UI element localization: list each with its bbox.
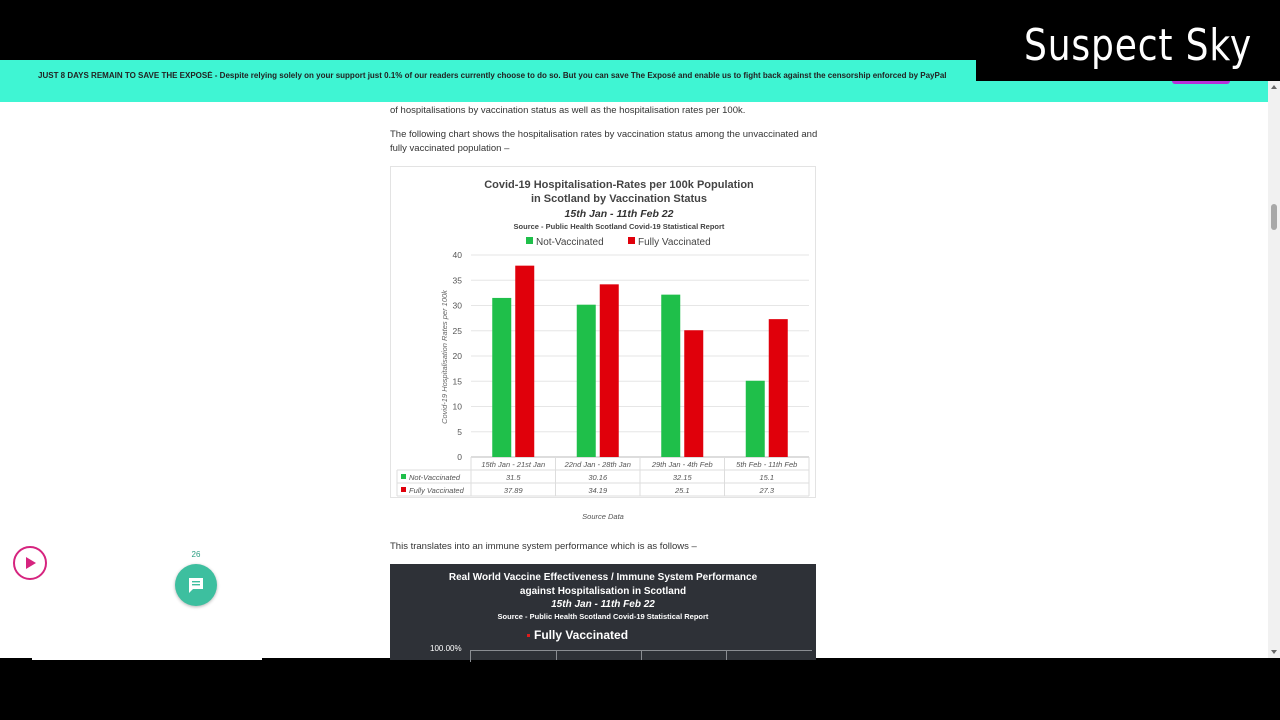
table-value: 27.3 — [759, 486, 775, 495]
bar-fully-vaccinated — [769, 319, 788, 457]
effectiveness-gridline — [641, 650, 642, 660]
scroll-down-arrow-icon[interactable] — [1271, 650, 1277, 654]
paragraph-chart-intro: The following chart shows the hospitalisation rates by vaccination status among the unvaccinated and fully vaccinated population – — [390, 129, 818, 154]
table-value: 31.5 — [505, 473, 521, 482]
effectiveness-gridline — [726, 650, 727, 660]
chart-caption: Source Data — [582, 512, 624, 521]
x-tick-label: 22nd Jan - 28th Jan — [564, 460, 631, 469]
table-value: 25.1 — [674, 486, 690, 495]
scrollbar-thumb[interactable] — [1271, 204, 1277, 230]
comment-count: 26 — [191, 550, 201, 559]
effectiveness-title-dates: 15th Jan - 11th Feb 22 — [551, 599, 655, 610]
table-legend-swatch — [401, 487, 406, 492]
y-tick-label: 15 — [452, 376, 462, 387]
legend-label: Not-Vaccinated — [536, 237, 604, 248]
paragraph-translates: This translates into an immune system performance which is as follows – — [390, 541, 697, 552]
table-series-name: Fully Vaccinated — [409, 486, 464, 495]
hospitalisation-chart — [390, 166, 816, 498]
effectiveness-source: Source - Public Health Scotland Covid-19 Statistical Report — [497, 612, 709, 621]
channel-logo-box — [976, 0, 1280, 81]
chart-title-line1: Covid-19 Hospitalisation-Rates per 100k Population — [484, 179, 754, 191]
bar-fully-vaccinated — [684, 330, 703, 457]
bar-not-vaccinated — [577, 305, 596, 457]
scrollbar[interactable] — [1268, 81, 1280, 658]
effectiveness-ytick: 100.00% — [430, 644, 462, 653]
bar-not-vaccinated — [492, 298, 511, 457]
table-value: 15.1 — [759, 473, 775, 482]
y-tick-label: 40 — [452, 250, 462, 260]
bar-not-vaccinated — [746, 381, 765, 457]
progress-line — [32, 658, 262, 660]
y-tick-label: 35 — [452, 275, 462, 286]
legend-swatch-fully-vaccinated — [527, 634, 530, 637]
legend-swatch — [628, 237, 635, 244]
bar-fully-vaccinated — [515, 266, 534, 457]
chart-source: Source - Public Health Scotland Covid-19 Statistical Report — [513, 222, 725, 231]
x-tick-label: 29th Jan - 4th Feb — [651, 460, 713, 469]
table-value: 32.15 — [672, 473, 692, 482]
y-tick-label: 30 — [452, 300, 462, 311]
play-icon — [22, 555, 38, 571]
chart-title-dates: 15th Jan - 11th Feb 22 — [564, 208, 674, 220]
hospitalisation-chart-svg — [391, 167, 817, 499]
comments-button[interactable] — [175, 564, 217, 606]
table-value: 37.89 — [503, 486, 523, 495]
y-tick-label: 20 — [452, 351, 462, 361]
channel-logo: Suspect Sky — [1024, 20, 1253, 71]
banner-text: JUST 8 DAYS REMAIN TO SAVE THE EXPOSÉ - Despite relying solely on your support just 0.1% of our readers currently choose to do so. But you can save The Exposé and enable us to fight back against the censorship enforced by PayPal — [38, 71, 947, 80]
y-tick-label: 0 — [457, 452, 462, 462]
effectiveness-title-1: Real World Vaccine Effectiveness / Immune System Performance — [448, 572, 758, 583]
paragraph-top: of hospitalisations by vaccination status as well as the hospitalisation rates per 100k. — [390, 105, 746, 116]
table-value: 30.16 — [588, 473, 608, 482]
play-button[interactable] — [13, 546, 47, 580]
effectiveness-legend: Fully Vaccinated — [534, 628, 629, 642]
comment-icon — [186, 575, 206, 595]
x-tick-label: 15th Jan - 21st Jan — [481, 460, 546, 469]
y-tick-label: 5 — [457, 426, 462, 437]
y-tick-label: 25 — [452, 325, 462, 336]
effectiveness-title-2: against Hospitalisation in Scotland — [519, 586, 687, 597]
table-legend-swatch — [401, 474, 406, 479]
bar-not-vaccinated — [661, 295, 680, 457]
effectiveness-gridline — [556, 650, 557, 660]
chart-title-line2: in Scotland by Vaccination Status — [530, 193, 708, 205]
bar-fully-vaccinated — [600, 284, 619, 457]
y-axis-label: Covid-19 Hospitalisation Rates per 100k — [440, 290, 449, 424]
legend-swatch — [526, 237, 533, 244]
table-series-name: Not-Vaccinated — [409, 473, 460, 482]
table-value: 34.19 — [588, 486, 608, 495]
scroll-up-arrow-icon[interactable] — [1271, 85, 1277, 89]
legend-label: Fully Vaccinated — [638, 237, 711, 248]
y-tick-label: 10 — [452, 401, 462, 412]
x-tick-label: 5th Feb - 11th Feb — [736, 460, 798, 469]
